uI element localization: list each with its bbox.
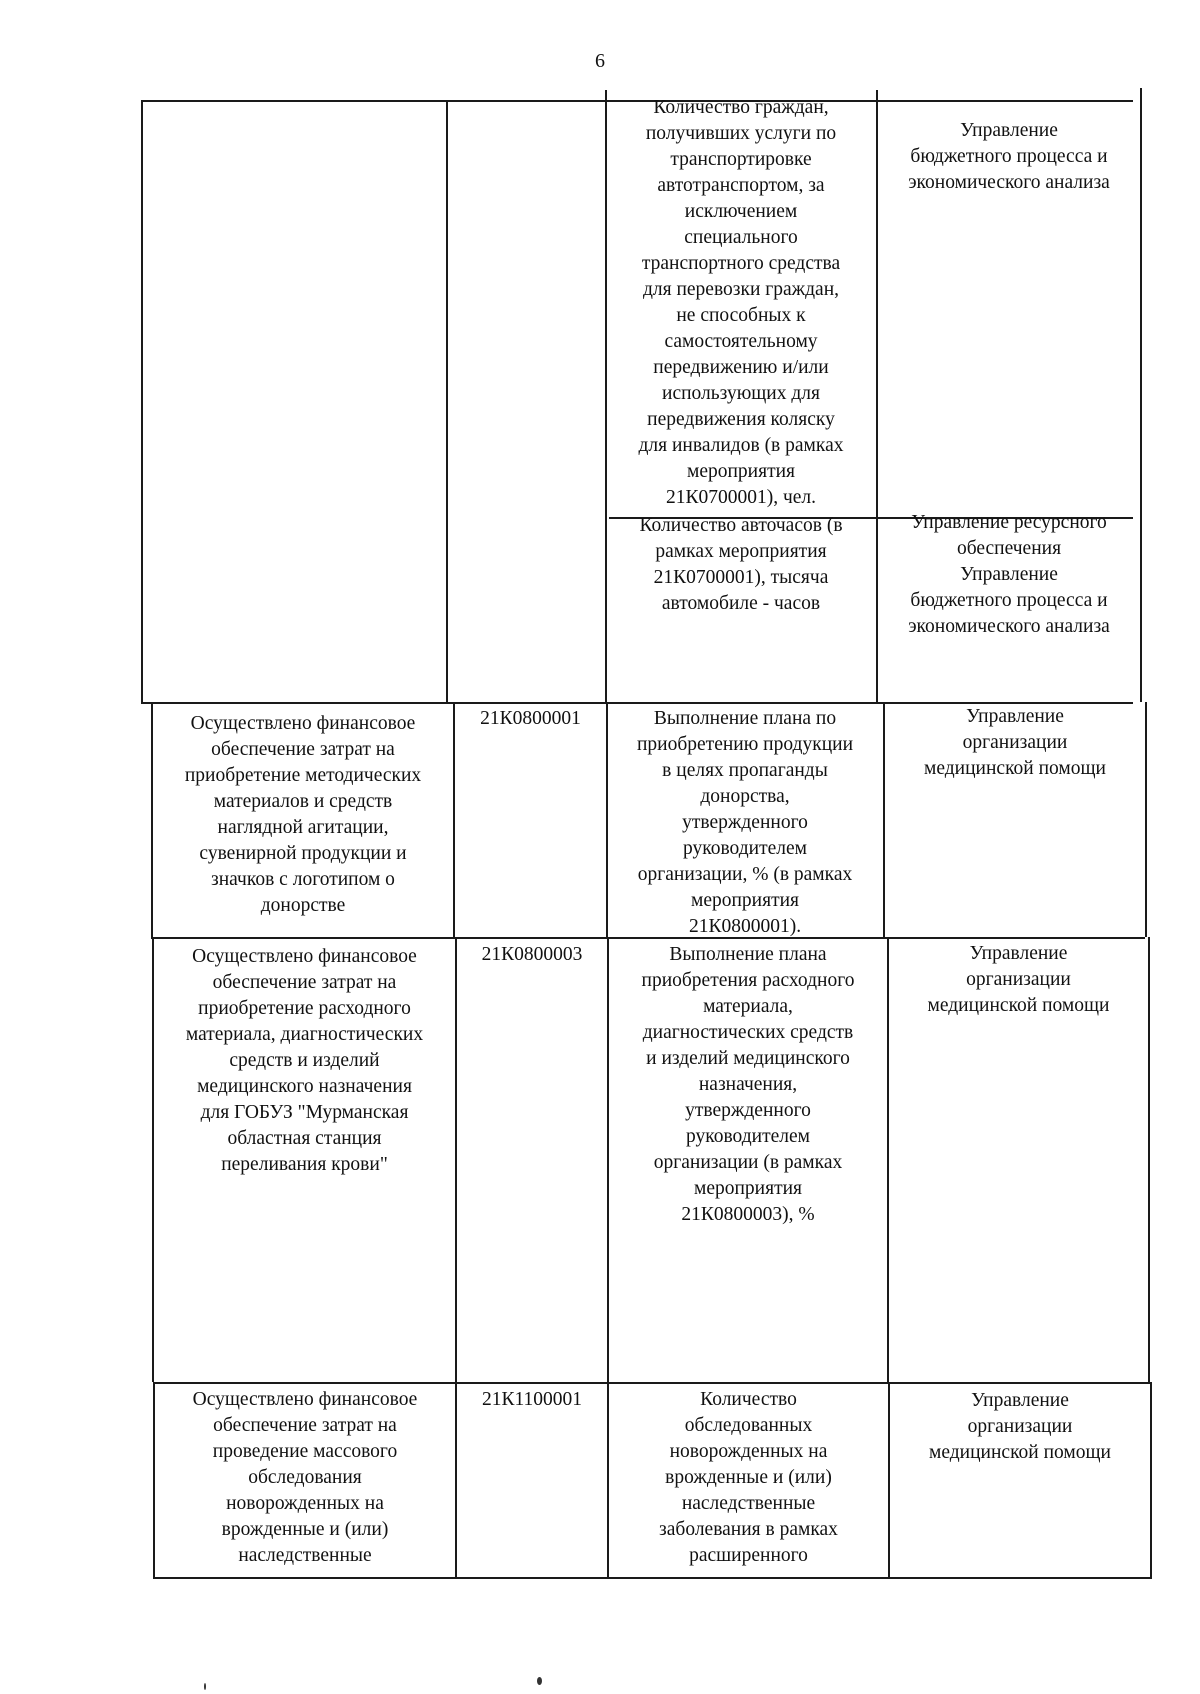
- table-row-4-result: Осуществлено финансовое обеспечение затрат на проведение массового обследования новорожденных на врожденные и (или) наследственные: [192, 1389, 418, 1566]
- table-row-3-responsible: Управление организации медицинской помощи: [927, 943, 1110, 1016]
- page-number: 6: [595, 50, 605, 72]
- column-divider: [605, 90, 607, 702]
- table-row-3-code: 21К0800003: [481, 944, 583, 965]
- table-row-2-result: Осуществлено финансовое обеспечение затрат на приобретение методических материалов и средств наглядной агитации, сувенирной продукции и значков с логотипом о донорстве: [184, 713, 422, 916]
- column-divider: [153, 1382, 155, 1579]
- scan-speck: [537, 1677, 542, 1685]
- table-border-bottom: [153, 1577, 1150, 1579]
- column-divider: [1145, 702, 1147, 937]
- row-divider: [153, 1382, 1150, 1384]
- table-row-0-indicator: Количество граждан, получивших услуги по транспортировке автотранспортом, за исключением специального транспортного средства для перевозки граждан, не способных к самостоятельному передвижению и/или использующих для передвижения коляску для инвалидов (в рамках мероприятия 21К0700001), чел.: [638, 97, 844, 508]
- column-divider: [1148, 937, 1150, 1382]
- column-divider: [606, 702, 608, 937]
- table-row-4-code: 21К1100001: [481, 1389, 583, 1410]
- table-row-0-code: [450, 95, 600, 115]
- table-row-2-responsible: Управление организации медицинской помощи: [924, 706, 1106, 779]
- table-row-2-indicator: Выполнение плана по приобретению продукции в целях пропаганды донорства, утвержденного руководителем организации, % (в рамках мероприятия 21К0800001).: [636, 708, 853, 937]
- column-divider: [1150, 1382, 1152, 1579]
- column-divider: [607, 1382, 609, 1579]
- column-divider: [141, 100, 143, 702]
- table-row-0-result: [145, 95, 445, 115]
- table-row-2-code: 21К0800001: [480, 708, 581, 729]
- column-divider: [446, 100, 448, 702]
- table-row-0-responsible: Управление бюджетного процесса и экономического анализа: [908, 120, 1110, 193]
- table-row-4-responsible: Управление организации медицинской помощи: [929, 1390, 1111, 1463]
- column-divider: [453, 702, 455, 937]
- column-divider: [888, 1382, 890, 1579]
- column-divider: [151, 702, 153, 937]
- column-divider: [152, 937, 154, 1382]
- column-divider: [1140, 88, 1142, 702]
- table-row-4-indicator: Количество обследованных новорожденных на врожденные и (или) наследственные заболевания в рамках расширенного: [659, 1389, 838, 1566]
- table-row-3-result: Осуществлено финансовое обеспечение затрат на приобретение расходного материала, диагностических средств и изделий медицинского назначения для ГОБУЗ "Мурманская областная станция переливания крови": [185, 946, 424, 1175]
- column-divider: [876, 90, 878, 702]
- table-row-3-indicator: Выполнение плана приобретения расходного материала, диагностических средств и изделий медицинского назначения, утвержденного руководителем организации (в рамках мероприятия 21К0800003), %: [641, 944, 855, 1225]
- table-row-1-responsible: Управление ресурсного обеспечения Управление бюджетного процесса и экономического анализа: [908, 512, 1110, 637]
- table-row-1-indicator: Количество авточасов (в рамках мероприятия 21К0700001), тысяча автомобиле - часов: [639, 515, 843, 614]
- column-divider: [455, 1382, 457, 1579]
- column-divider: [455, 937, 457, 1382]
- column-divider: [883, 702, 885, 937]
- column-divider: [607, 937, 609, 1382]
- scan-speck: [204, 1683, 206, 1690]
- column-divider: [887, 937, 889, 1382]
